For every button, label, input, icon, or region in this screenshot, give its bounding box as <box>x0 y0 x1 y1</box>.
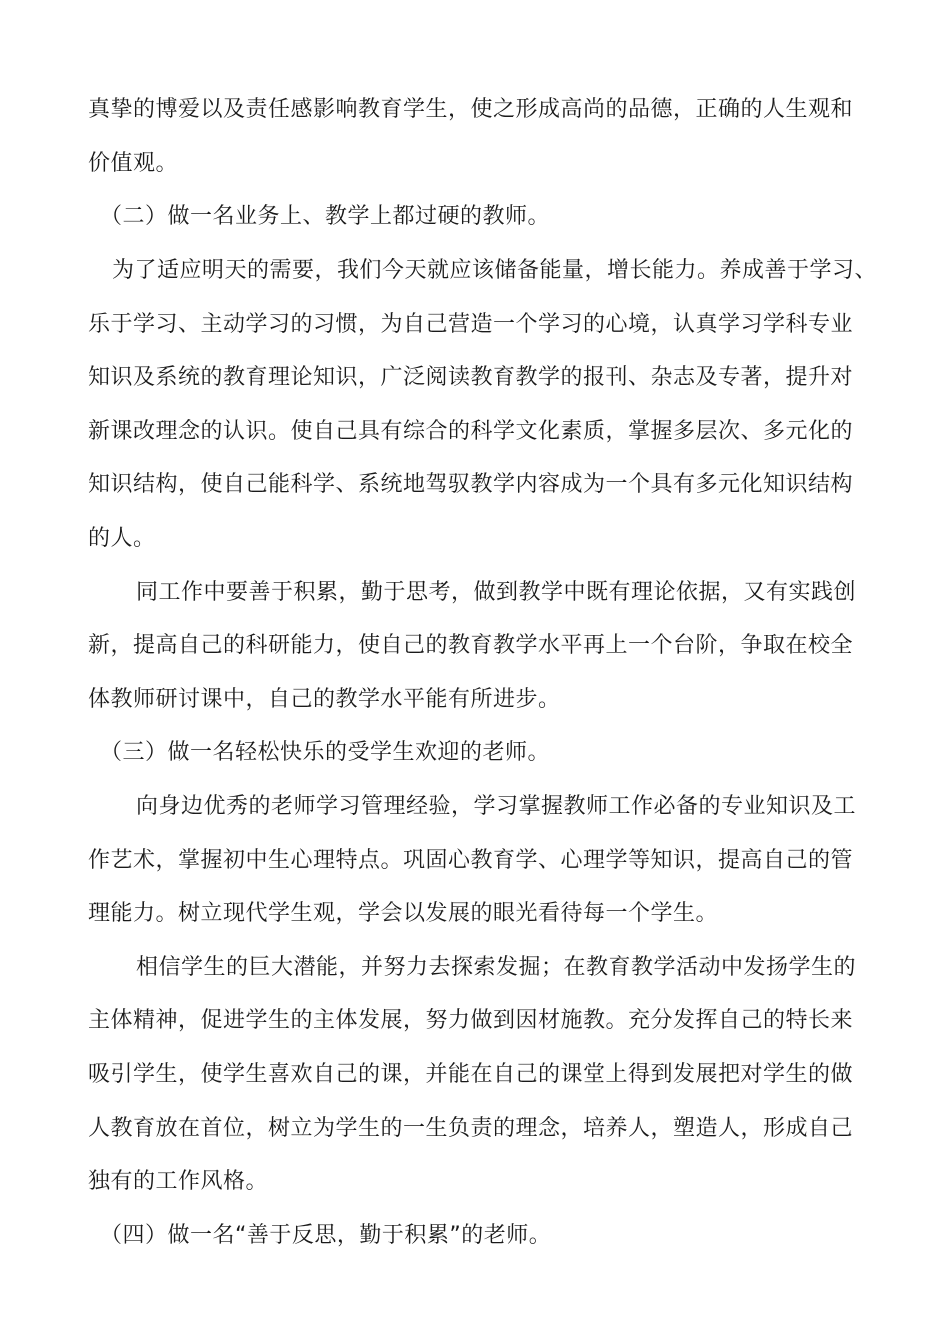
paragraph-line: 知识结构，使自己能科学、系统地驾驭教学内容成为一个具有多元化知识结构 <box>88 472 854 497</box>
section-heading: （三）做一名轻松快乐的受学生欢迎的老师。 <box>100 740 551 765</box>
paragraph-line: 向身边优秀的老师学习管理经验，学习掌握教师工作必备的专业知识及工 <box>136 794 857 819</box>
paragraph-line: 乐于学习、主动学习的习惯，为自己营造一个学习的心境，认真学习学科专业 <box>88 312 854 337</box>
paragraph-line: 知识及系统的教育理论知识，广泛阅读教育教学的报刊、杂志及专著，提升对 <box>88 365 854 390</box>
paragraph-line: 作艺术，掌握初中生心理特点。巩固心教育学、心理学等知识，提高自己的管 <box>88 848 854 873</box>
paragraph-line: 人教育放在首位，树立为学生的一生负责的理念，培养人，塑造人，形成自己 <box>88 1116 854 1141</box>
paragraph-line: 同工作中要善于积累，勤于思考，做到教学中既有理论依据，又有实践创 <box>136 580 857 605</box>
paragraph-line: 新课改理念的认识。使自己具有综合的科学文化素质，掌握多层次、多元化的 <box>88 419 854 444</box>
section-heading: （四）做一名“善于反思，勤于积累”的老师。 <box>100 1223 552 1248</box>
paragraph-line: 吸引学生，使学生喜欢自己的课，并能在自己的课堂上得到发展把对学生的做 <box>88 1062 854 1087</box>
paragraph-line: 价值观。 <box>88 151 179 176</box>
section-heading: （二）做一名业务上、教学上都过硬的教师。 <box>100 204 551 229</box>
paragraph-line: 理能力。树立现代学生观，学会以发展的眼光看待每一个学生。 <box>88 901 719 926</box>
paragraph-line: 体教师研讨课中，自己的教学水平能有所进步。 <box>88 687 561 712</box>
paragraph-line: 真挚的博爱以及责任感影响教育学生，使之形成高尚的品德，正确的人生观和 <box>88 97 854 122</box>
paragraph-line: 主体精神，促进学生的主体发展，努力做到因材施教。充分发挥自己的特长来 <box>88 1008 854 1033</box>
paragraph-line: 新，提高自己的科研能力，使自己的教育教学水平再上一个台阶，争取在校全 <box>88 633 854 658</box>
paragraph-line: 相信学生的巨大潜能，并努力去探索发掘；在教育教学活动中发扬学生的 <box>136 955 857 980</box>
paragraph-line: 独有的工作风格。 <box>88 1169 269 1194</box>
paragraph-line: 的人。 <box>88 526 156 551</box>
paragraph-line: 为了适应明天的需要，我们今天就应该储备能量，增长能力。养成善于学习、 <box>112 258 878 283</box>
